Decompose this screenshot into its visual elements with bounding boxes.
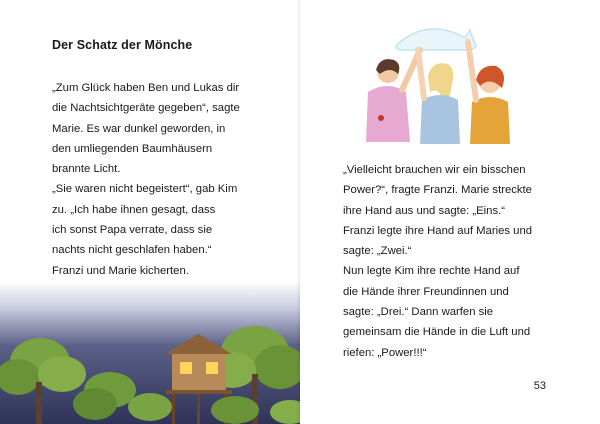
text-line: die Nachtsichtgeräte gegeben“, sagte — [52, 102, 240, 115]
text-line: gemeinsam die Hände in die Luft und — [343, 326, 531, 339]
text-line: sagte: „Zwei.“ — [343, 245, 412, 258]
power-glow — [396, 29, 476, 50]
girl-red-hair — [468, 42, 510, 144]
left-page-text — [52, 78, 240, 301]
text-line: den umliegenden Baumhäusern — [52, 142, 213, 155]
text-line: „Vielleicht brauchen wir ein bisschen — [343, 164, 526, 176]
text-line: Franzi und Marie kicherten. — [52, 264, 189, 277]
text-line: ich sonst Papa verrate, dass sie — [52, 224, 213, 237]
lit-window — [180, 362, 192, 374]
chapter-title: Der Schatz der Mönche — [52, 38, 193, 52]
text-line: „Sie waren nicht begeistert“, gab Kim — [52, 183, 238, 196]
text-line: die Hände ihrer Freundinnen und — [343, 285, 509, 298]
text-line: Power?“, fragte Franzi. Marie streckte — [343, 184, 532, 197]
girl-blonde-hair — [418, 50, 460, 144]
text-line: zu. „Ich habe ihnen gesagt, dass — [52, 203, 216, 216]
text-line: riefen: „Power!!!“ — [343, 346, 427, 359]
treehouse-night-illustration — [0, 282, 300, 424]
text-line: sagte: „Drei.“ Dann warfen sie — [343, 306, 494, 319]
text-line: Marie. Es war dunkel geworden, in — [52, 122, 226, 135]
three-girls-hands-up-illustration — [340, 20, 520, 150]
page-number: 53 — [533, 380, 546, 392]
text-line: brannte Licht. — [52, 163, 121, 176]
lit-window — [206, 362, 218, 374]
text-line: ihre Hand aus und sagte: „Eins.“ — [343, 204, 506, 217]
girl-pink-shirt — [366, 50, 420, 142]
text-line: „Zum Glück haben Ben und Lukas dir — [52, 82, 240, 94]
text-line: Nun legte Kim ihre rechte Hand auf — [343, 265, 520, 278]
treehouse-deck — [166, 390, 232, 394]
text-line: Franzi legte ihre Hand auf Maries und — [343, 224, 533, 237]
text-line: nachts nicht geschlafen haben.“ — [52, 244, 212, 257]
right-page-text — [343, 160, 532, 363]
